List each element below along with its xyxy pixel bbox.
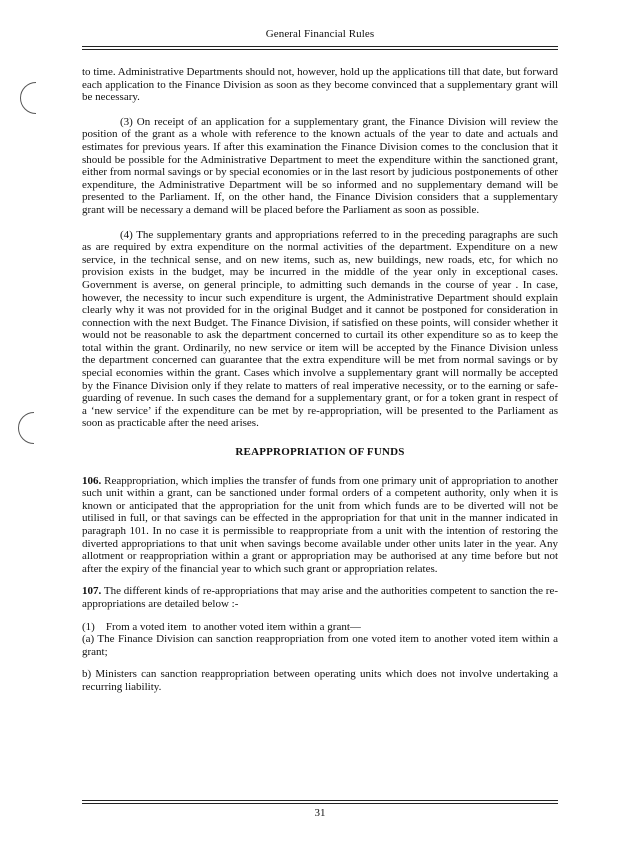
paragraph-4: (4) The supplementary grants and appropriations referred to in the preceding paragraphs are such as are required by extra expenditure on the normal activities of the department. Expenditure on a new service, in the technical sense, and on new items, such as, new buildings, new roads, etc, for which no provision exists in the budget, may be incurred in the middle of the year only in exceptional cases. Government is averse, on general principle, to admitting such demands in the course of year . In case, however, the necessity to incur such expenditure is urgent, the Administrative Department should explain clearly why it was not provided for in the original Budget and it cannot be postponed for consideration in connection with the next Budget. The Finance Division, if satisfied on these points, will consider whether it would not be reasonable to ask the department concerned to curtail its other expenditure so as to keep the total within the grant. Ordinarily, no new service or item will be accepted by the Finance Division unless the department concerned can guarantee that the extra expenditure will be met from normal savings or by special economies within the grant. Cases which involve a supplementary grant will normally be accepted by the Finance Division only if they relate to matters of real imperative necessity, or to the earning or safe-guarding of revenue. In such cases the demand for a supplementary grant, or for a token grant in respect of a ‘new service’ if the expenditure can be met by re-appropriation, will be presented to the Parliament as soon as practicable after the need arises. bbox=[82, 228, 558, 430]
rule-text: Reappropriation, which implies the transfer of funds from one primary unit of appropriation to another such unit within a grant, can be sanctioned under formal orders of a competent authority, only when it is known or anticipated that the appropriation for the unit from which funds are to be diverted will not be utilised in full, or that savings can be effected in the appropriation for that unit in the manner indicated in paragraph 101. In no case it is permissible to reappropriate from a unit with the intention of restoring the diverted appropriations to that unit when savings become available under other units later in the year. Any allotment or reappropriation within a grant or appropriation may be authorised at any time before but not after the expiry of the financial year to which such grant or appropriation relates. bbox=[82, 474, 559, 575]
rule-number: 106. bbox=[82, 474, 102, 487]
list-item-1: (1) From a voted item to another voted item within a grant— bbox=[82, 620, 361, 633]
header-rule bbox=[82, 46, 558, 47]
punch-hole-mark bbox=[18, 412, 50, 444]
rule-106 bbox=[82, 475, 558, 576]
footer-rule bbox=[82, 803, 558, 804]
rule-number: 107. bbox=[82, 585, 102, 598]
footer-rule bbox=[82, 800, 558, 801]
section-heading: REAPPROPRIATION OF FUNDS bbox=[235, 446, 405, 459]
paragraph-continuation: to time. Administrative Departments should not, however, hold up the applications till that date, but forward each application to the Finance Division as soon as they become convinced that a supplementary grant will be necessary. bbox=[82, 66, 558, 104]
list-item-b: b) Ministers can sanction reappropriation between operating units which does not involve undertaking a recurring liability. bbox=[82, 668, 558, 693]
rule-107 bbox=[82, 585, 558, 610]
rule-text: The different kinds of re-appropriations that may arise and the authorities competent to sanction the re-appropriations are detailed below :- bbox=[82, 585, 558, 610]
page-body bbox=[82, 66, 558, 694]
punch-hole-mark bbox=[20, 82, 52, 114]
page-number: 31 bbox=[314, 807, 326, 819]
paragraph-3: (3) On receipt of an application for a supplementary grant, the Finance Division will review the position of the grant as a whole with reference to the known actuals of the year to date and actuals and estimates for previous years. If after this examination the Finance Division comes to the conclusion that it should be possible for the Administrative Department to meet the expenditure within the sanctioned grant, either from normal savings or by special economies or in the last resort by judicious postponements of other expenditure, the Administrative Department will be so informed and no supplementary demand will be presented to the Parliament. If, on the other hand, the Finance Division considers that a supplementary grant will be necessary a demand will be placed before the Parliament as soon as possible. bbox=[82, 115, 558, 216]
list-item-a: (a) The Finance Division can sanction reappropriation from one voted item to another voted item within a grant; bbox=[82, 633, 558, 658]
running-header: General Financial Rules bbox=[265, 28, 375, 40]
header-rule bbox=[82, 49, 558, 50]
